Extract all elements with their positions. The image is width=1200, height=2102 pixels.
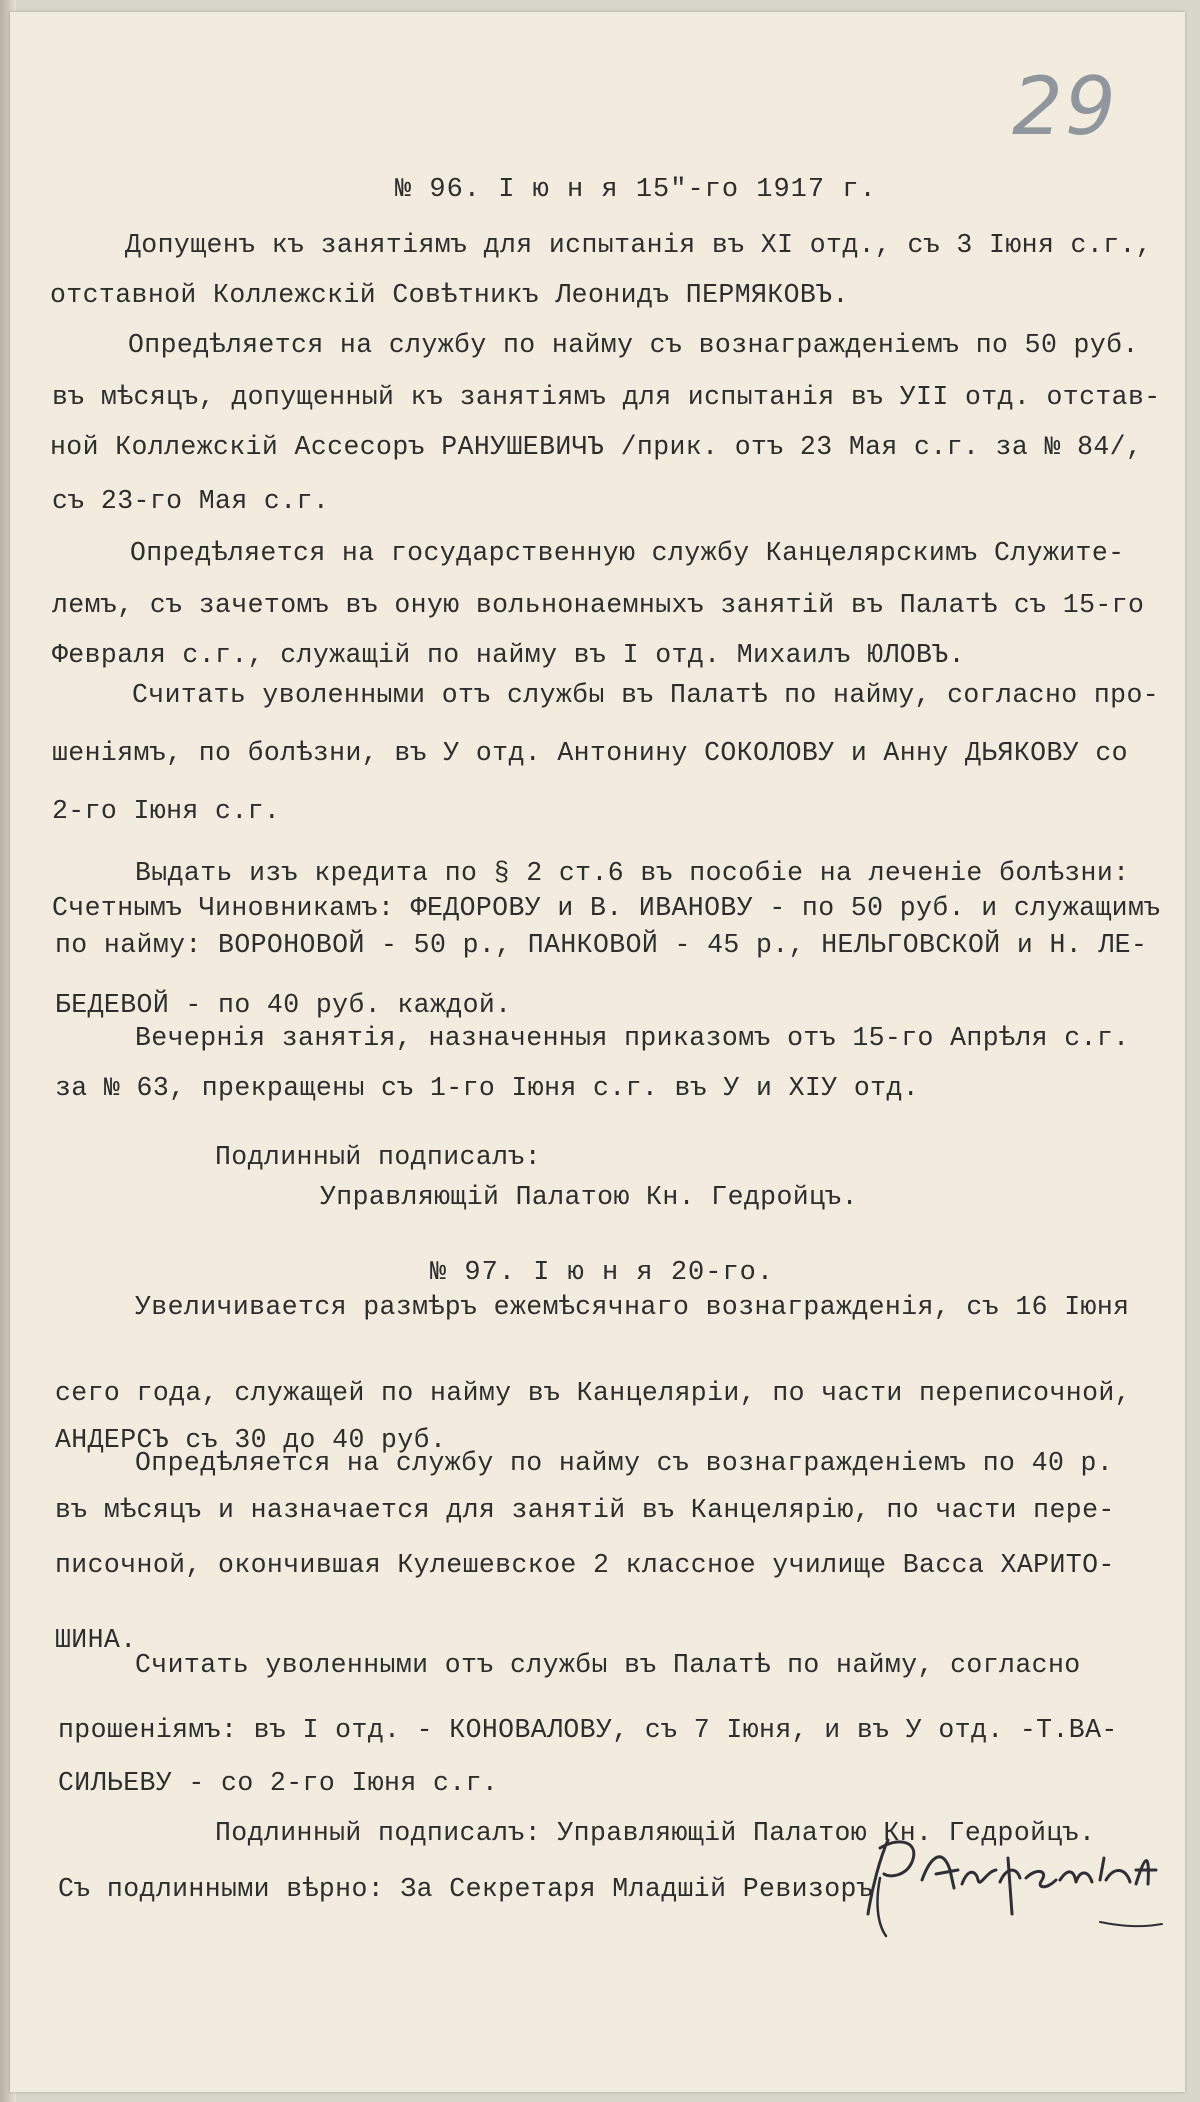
certification-line: Съ подлинными вѣрно: За Секретаря Младшiй Ревизоръ	[58, 1874, 874, 1904]
order-96-signed-label: Подлинный подписалъ:	[215, 1142, 542, 1172]
order-96-line: ной Коллежскiй Ассесоръ РАНУШЕВИЧЪ /прик. отъ 23 Мая с.г. за № 84/,	[50, 432, 1143, 462]
order-97-heading: № 97. І ю н я 20-го.	[430, 1258, 775, 1288]
order-97-line: Увеличивается размѣръ ежемѣсячнаго вознагражденiя, съ 16 Iюня	[135, 1292, 1130, 1322]
order-97-line: Опредѣляется на службу по найму съ вознагражденiемъ по 40 р.	[135, 1448, 1114, 1478]
order-97-line: писочной, окончившая Кулешевское 2 классное училище Васса ХАРИТО-	[55, 1550, 1115, 1580]
order-97-line: въ мѣсяцъ и назначается для занятiй въ Канцелярiю, по части пере-	[55, 1495, 1115, 1525]
order-96-line: Вечернiя занятiя, назначенныя приказомъ отъ 15-го Апрѣля с.г.	[135, 1023, 1130, 1053]
order-96-line: Считать уволенными отъ службы въ Палатѣ по найму, согласно про-	[132, 680, 1160, 710]
order-96-signer: Управляющiй Палатою Кн. Гедройцъ.	[320, 1182, 858, 1212]
order-96-line: Допущенъ къ занятiямъ для испытанiя въ XI отд., съ 3 Iюня с.г.,	[125, 230, 1153, 260]
order-97-line: прошенiямъ: въ I отд. - КОНОВАЛОВУ, съ 7 Iюня, и въ У отд. -Т.ВА-	[58, 1715, 1118, 1745]
order-97-line: СИЛЬЕВУ - со 2-го Iюня с.г.	[58, 1768, 499, 1798]
order-96-line: по найму: ВОРОНОВОЙ - 50 р., ПАНКОВОЙ - 45 р., НЕЛЬГОВСКОЙ и Н. ЛЕ-	[55, 930, 1148, 960]
order-96-line: въ мѣсяцъ, допущенный къ занятiямъ для испытанiя въ УII отд. отстав-	[52, 382, 1161, 412]
order-97-line: АНДЕРСЪ съ 30 до 40 руб.	[55, 1425, 447, 1455]
order-96-heading: № 96. І ю н я 15"-го 1917 г.	[395, 175, 877, 205]
order-96-line: Февраля с.г., служащiй по найму въ I отд. Михаилъ ЮЛОВЪ.	[52, 640, 965, 670]
order-96-line: Опредѣляется на государственную службу Канцелярскимъ Служите-	[130, 538, 1125, 568]
order-96-line: Опредѣляется на службу по найму съ вознагражденiемъ по 50 руб.	[128, 330, 1139, 360]
page-number: 29	[1012, 60, 1118, 153]
order-97-line: сего года, служащей по найму въ Канцелярiи, по части переписочной,	[55, 1378, 1131, 1408]
order-97-line: Считать уволенными отъ службы въ Палатѣ по найму, согласно	[135, 1650, 1081, 1680]
order-97-line: ШИНА.	[55, 1625, 137, 1655]
order-97-signed-line: Подлинный подписалъ: Управляющiй Палатою Кн. Гедройцъ.	[215, 1818, 1096, 1848]
handwritten-signature	[850, 1818, 1170, 1948]
order-96-line: 2-го Iюня с.г.	[52, 796, 281, 826]
order-96-line: съ 23-го Мая с.г.	[52, 486, 330, 516]
order-96-line: БЕДЕВОЙ - по 40 руб. каждой.	[55, 990, 512, 1020]
order-96-line: лемъ, съ зачетомъ въ оную вольнонаемныхъ занятiй въ Палатѣ съ 15-го	[52, 590, 1145, 620]
order-96-line: отставной Коллежскiй Совѣтникъ Леонидъ ПЕРМЯКОВЪ.	[50, 280, 849, 310]
order-96-line: шенiямъ, по болѣзни, въ У отд. Антонину СОКОЛОВУ и Анну ДЬЯКОВУ со	[52, 738, 1128, 768]
order-96-line: Счетнымъ Чиновникамъ: ФЕДОРОВУ и В. ИВАНОВУ - по 50 руб. и служащимъ	[52, 893, 1161, 923]
order-96-line: Выдать изъ кредита по § 2 ст.6 въ пособiе на леченiе болѣзни:	[135, 858, 1130, 888]
order-96-line: за № 63, прекращены съ 1-го Iюня с.г. въ У и XIУ отд.	[55, 1073, 920, 1103]
